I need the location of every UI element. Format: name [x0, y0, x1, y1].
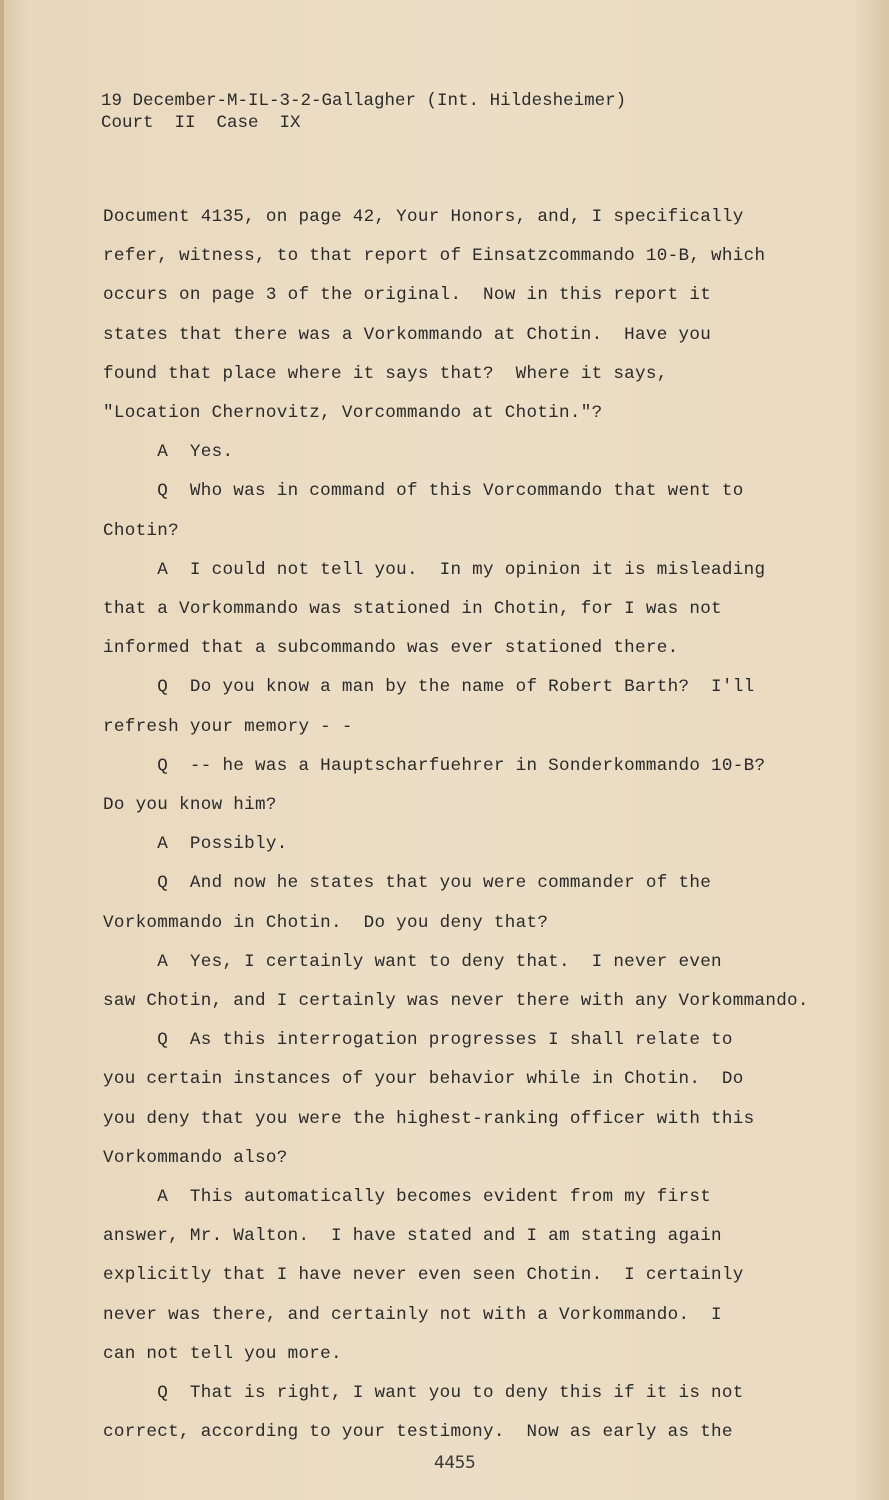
- transcript-line: Q That is right, I want you to deny this if it is not: [103, 1383, 744, 1403]
- transcript-line: Q Do you know a man by the name of Robert Barth? I'll: [103, 677, 755, 698]
- transcript-line: "Location Chernovitz, Vorcommando at Chotin."?: [103, 403, 603, 423]
- transcript-line: Q And now he states that you were commander of the: [103, 873, 712, 894]
- header-line-2: Court II Case IX: [101, 113, 301, 133]
- transcript-line: refer, witness, to that report of Einsatzcommando 10-B, which: [103, 246, 766, 267]
- transcript-line: Chotin?: [103, 520, 180, 541]
- transcript-line: that a Vorkommando was stationed in Chotin, for I was not: [103, 599, 722, 619]
- transcript-line: A Yes.: [103, 442, 234, 463]
- page-number: 4455: [434, 1453, 476, 1473]
- transcript-line: correct, according to your testimony. Now as early as the: [103, 1422, 733, 1443]
- transcript-line: A I could not tell you. In my opinion it is misleading: [103, 559, 766, 580]
- transcript-line: explicitly that I have never even seen Chotin. I certainly: [103, 1265, 744, 1286]
- transcript-line: saw Chotin, and I certainly was never there with any Vorkommando.: [103, 991, 809, 1011]
- transcript-line: A Possibly.: [103, 834, 288, 855]
- transcript-line: never was there, and certainly not with a Vorkommando. I: [103, 1304, 722, 1325]
- transcript-line: found that place where it says that? Where it says,: [103, 363, 668, 384]
- transcript-line: A This automatically becomes evident from my first: [103, 1187, 712, 1207]
- transcript-line: Q As this interrogation progresses I shall relate to: [103, 1030, 733, 1051]
- transcript-line: answer, Mr. Walton. I have stated and I am stating again: [103, 1226, 722, 1247]
- transcript-line: you deny that you were the highest-ranking officer with this: [103, 1108, 755, 1129]
- header-line-1: 19 December-M-IL-3-2-Gallagher (Int. Hildesheimer): [101, 91, 627, 111]
- transcript-line: informed that a subcommando was ever stationed there.: [103, 638, 679, 659]
- transcript-line: refresh your memory - -: [103, 716, 353, 737]
- document-header: [101, 90, 626, 134]
- transcript-line: Do you know him?: [103, 795, 277, 815]
- transcript-line: states that there was a Vorkommando at Chotin. Have you: [103, 324, 712, 345]
- transcript-line: Q Who was in command of this Vorcommando that went to: [103, 481, 744, 502]
- transcript-line: occurs on page 3 of the original. Now in this report it: [103, 285, 712, 306]
- transcript-line: can not tell you more.: [103, 1343, 342, 1364]
- transcript-line: Q -- he was a Hauptscharfuehrer in Sonderkommando 10-B?: [103, 755, 766, 776]
- transcript-line: Vorkommando in Chotin. Do you deny that?: [103, 912, 549, 933]
- transcript-line: you certain instances of your behavior while in Chotin. Do: [103, 1069, 744, 1090]
- transcript-line: Vorkommando also?: [103, 1147, 288, 1168]
- transcript-line: A Yes, I certainly want to deny that. I never even: [103, 951, 722, 972]
- transcript-line: Document 4135, on page 42, Your Honors, and, I specifically: [103, 207, 744, 227]
